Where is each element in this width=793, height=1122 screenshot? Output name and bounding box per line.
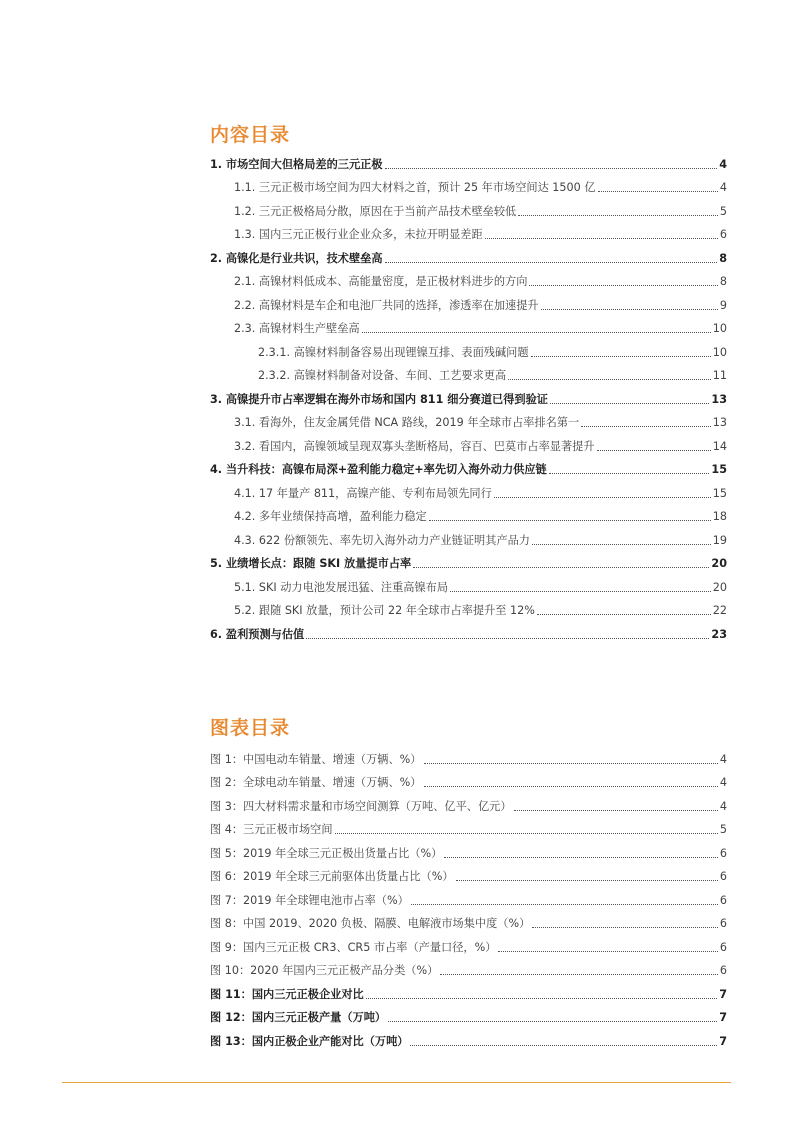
dot-leader xyxy=(424,763,718,764)
entry-text: 图 2：全球电动车销量、增速（万辆、%） xyxy=(210,776,422,789)
entry-text: 图 6：2019 年全球三元前驱体出货量占比（%） xyxy=(210,870,454,883)
dot-leader xyxy=(598,191,718,192)
page-number: 6 xyxy=(719,940,727,954)
toc-entry[interactable] xyxy=(210,477,727,501)
entry-text: 3.1. 看海外，住友金属凭借 NCA 路线，2019 年全球市占率排名第一 xyxy=(234,416,580,429)
page-number: 10 xyxy=(712,322,727,335)
page-number: 4 xyxy=(719,752,727,766)
figure-entry[interactable] xyxy=(210,767,727,791)
figure-entry[interactable] xyxy=(210,790,727,814)
dot-leader xyxy=(366,998,717,999)
page-number: 7 xyxy=(719,987,727,1001)
dot-leader xyxy=(550,403,709,404)
dot-leader xyxy=(385,168,718,169)
entry-text: 4.3. 622 份额领先、率先切入海外动力产业链证明其产品力 xyxy=(234,533,530,547)
page-number: 22 xyxy=(712,604,727,617)
dot-leader xyxy=(532,544,711,545)
entry-text: 2.1. 高镍材料低成本、高能量密度，是正极材料进步的方向 xyxy=(234,275,528,288)
toc-entry[interactable] xyxy=(210,571,727,595)
dot-leader xyxy=(498,951,717,952)
entry-text: 1. 市场空间大但格局差的三元正极 xyxy=(210,157,383,171)
figure-entry[interactable] xyxy=(210,955,727,979)
footer-divider xyxy=(62,1082,731,1083)
page-number: 6 xyxy=(719,964,727,977)
entry-text: 图 1：中国电动车销量、增速（万辆、%） xyxy=(210,752,422,766)
entry-text: 图 9：国内三元正极 CR3、CR5 市占率（产量口径，%） xyxy=(210,940,497,954)
entry-text: 2.3. 高镍材料生产壁垒高 xyxy=(234,322,360,335)
dot-leader xyxy=(531,356,711,357)
dot-leader xyxy=(444,857,718,858)
page-number: 20 xyxy=(712,580,727,594)
toc-entry[interactable] xyxy=(210,618,727,642)
entry-text: 4.2. 多年业绩保持高增，盈利能力稳定 xyxy=(234,510,427,523)
entry-text: 图 7：2019 年全球锂电池市占率（%） xyxy=(210,893,409,907)
toc-entry[interactable] xyxy=(210,524,727,548)
dot-leader xyxy=(450,591,711,592)
dot-leader xyxy=(411,904,718,905)
figure-entry[interactable] xyxy=(210,814,727,838)
page-number: 10 xyxy=(712,345,727,359)
toc-list xyxy=(210,148,727,642)
toc-entry[interactable] xyxy=(210,195,727,219)
dot-leader xyxy=(597,450,711,451)
page-number: 6 xyxy=(719,846,727,860)
dot-leader xyxy=(306,638,709,639)
entry-text: 1.1. 三元正极市场空间为四大材料之首，预计 25 年市场空间达 1500 亿 xyxy=(234,181,596,194)
toc-entry[interactable] xyxy=(210,219,727,243)
figure-entry[interactable] xyxy=(210,837,727,861)
page-number: 14 xyxy=(712,439,727,453)
dot-leader xyxy=(385,262,718,263)
toc-entry[interactable] xyxy=(210,407,727,431)
toc-entry[interactable] xyxy=(210,548,727,572)
entry-text: 3. 高镍提升市占率逻辑在海外市场和国内 811 细分赛道已得到验证 xyxy=(210,392,548,406)
entry-text: 图 5：2019 年全球三元正极出货量占比（%） xyxy=(210,846,443,860)
entry-text: 2.3.1. 高镍材料制备容易出现锂镍互排、表面残碱问题 xyxy=(258,345,529,359)
dot-leader xyxy=(549,473,710,474)
toc-entry[interactable] xyxy=(210,148,727,172)
figure-entry[interactable] xyxy=(210,931,727,955)
toc-entry[interactable] xyxy=(210,501,727,525)
page-number: 6 xyxy=(719,228,727,241)
entry-text: 6. 盈利预测与估值 xyxy=(210,627,305,641)
entry-text: 1.3. 国内三元正极行业企业众多，未拉开明显差距 xyxy=(234,228,483,241)
toc-entry[interactable] xyxy=(210,454,727,478)
entry-text: 1.2. 三元正极格局分散，原因在于当前产品技术壁垒较低 xyxy=(234,204,517,218)
page-number: 15 xyxy=(712,486,727,500)
dot-leader xyxy=(388,1021,717,1022)
entry-text: 图 12：国内三元正极产量（万吨） xyxy=(210,1011,387,1024)
page-number: 6 xyxy=(719,893,727,907)
page-number: 6 xyxy=(719,917,727,930)
dot-leader xyxy=(413,567,709,568)
toc-title: 内容目录 xyxy=(210,124,291,146)
toc-entry[interactable] xyxy=(210,360,727,384)
page-number: 7 xyxy=(719,1034,727,1048)
toc-entry[interactable] xyxy=(210,595,727,619)
entry-text: 2.3.2. 高镍材料制备对设备、车间、工艺要求更高 xyxy=(258,369,507,382)
page-number: 5 xyxy=(719,823,727,836)
figure-entry[interactable] xyxy=(210,1002,727,1026)
page-number: 8 xyxy=(719,251,727,265)
entry-text: 图 11：国内三元正极企业对比 xyxy=(210,987,364,1001)
page-number: 5 xyxy=(719,204,727,218)
entry-text: 图 4：三元正极市场空间 xyxy=(210,823,333,836)
toc-entry[interactable] xyxy=(210,336,727,360)
page-number: 15 xyxy=(711,463,727,476)
toc-entry[interactable] xyxy=(210,242,727,266)
entry-text: 3.2. 看国内，高镍领域呈现双寡头垄断格局，容百、巴莫市占率显著提升 xyxy=(234,439,595,453)
entry-text: 4. 当升科技：高镍布局深+盈利能力稳定+率先切入海外动力供应链 xyxy=(210,463,547,476)
toc-entry[interactable] xyxy=(210,266,727,290)
dot-leader xyxy=(362,332,711,333)
dot-leader xyxy=(529,285,717,286)
figure-entry[interactable] xyxy=(210,908,727,932)
page-number: 7 xyxy=(719,1011,727,1024)
entry-text: 4.1. 17 年量产 811，高镍产能、专利布局领先同行 xyxy=(234,486,492,500)
entry-text: 图 3：四大材料需求量和市场空间测算（万吨、亿平、亿元） xyxy=(210,799,512,813)
entry-text: 2. 高镍化是行业共识，技术壁垒高 xyxy=(210,251,383,265)
dot-leader xyxy=(537,614,711,615)
page-number: 4 xyxy=(719,776,727,789)
page-number: 18 xyxy=(712,510,727,523)
figure-list-title: 图表目录 xyxy=(210,717,291,739)
page-number: 9 xyxy=(719,298,727,312)
entry-text: 5.1. SKI 动力电池发展迅猛、注重高镍布局 xyxy=(234,580,449,594)
dot-leader xyxy=(429,520,711,521)
page-number: 19 xyxy=(712,533,727,547)
dot-leader xyxy=(424,786,718,787)
dot-leader xyxy=(494,497,711,498)
dot-leader xyxy=(581,426,711,427)
dot-leader xyxy=(514,810,718,811)
toc-entry[interactable] xyxy=(210,383,727,407)
entry-text: 2.2. 高镍材料是车企和电池厂共同的选择，渗透率在加速提升 xyxy=(234,298,539,312)
figure-list xyxy=(210,743,727,1049)
figure-entry[interactable] xyxy=(210,978,727,1002)
page-number: 8 xyxy=(719,275,727,288)
dot-leader xyxy=(518,215,718,216)
toc-entry[interactable] xyxy=(210,313,727,337)
dot-leader xyxy=(335,833,718,834)
toc-entry[interactable] xyxy=(210,172,727,196)
figure-entry[interactable] xyxy=(210,743,727,767)
page-number: 4 xyxy=(719,181,727,194)
dot-leader xyxy=(485,238,718,239)
figure-entry[interactable] xyxy=(210,884,727,908)
page-number: 4 xyxy=(719,157,727,171)
dot-leader xyxy=(532,927,718,928)
page-number: 4 xyxy=(719,799,727,813)
figure-entry[interactable] xyxy=(210,1025,727,1049)
dot-leader xyxy=(541,309,718,310)
entry-text: 5. 业绩增长点：跟随 SKI 放量提市占率 xyxy=(210,557,412,570)
entry-text: 图 8：中国 2019、2020 负极、隔膜、电解液市场集中度（%） xyxy=(210,917,531,930)
page-number: 13 xyxy=(711,392,727,406)
entry-text: 图 13：国内正极企业产能对比（万吨） xyxy=(210,1034,409,1048)
entry-text: 图 10：2020 年国内三元正极产品分类（%） xyxy=(210,964,439,977)
page-number: 23 xyxy=(711,627,727,641)
page-number: 13 xyxy=(712,416,727,429)
figure-entry[interactable] xyxy=(210,861,727,885)
entry-text: 5.2. 跟随 SKI 放量，预计公司 22 年全球市占率提升至 12% xyxy=(234,604,535,617)
dot-leader xyxy=(410,1045,717,1046)
page-number: 20 xyxy=(711,557,727,570)
toc-entry[interactable] xyxy=(210,289,727,313)
page-number: 6 xyxy=(719,870,727,883)
dot-leader xyxy=(508,379,711,380)
dot-leader xyxy=(440,974,718,975)
toc-entry[interactable] xyxy=(210,430,727,454)
dot-leader xyxy=(456,880,718,881)
page-number: 11 xyxy=(712,369,727,382)
